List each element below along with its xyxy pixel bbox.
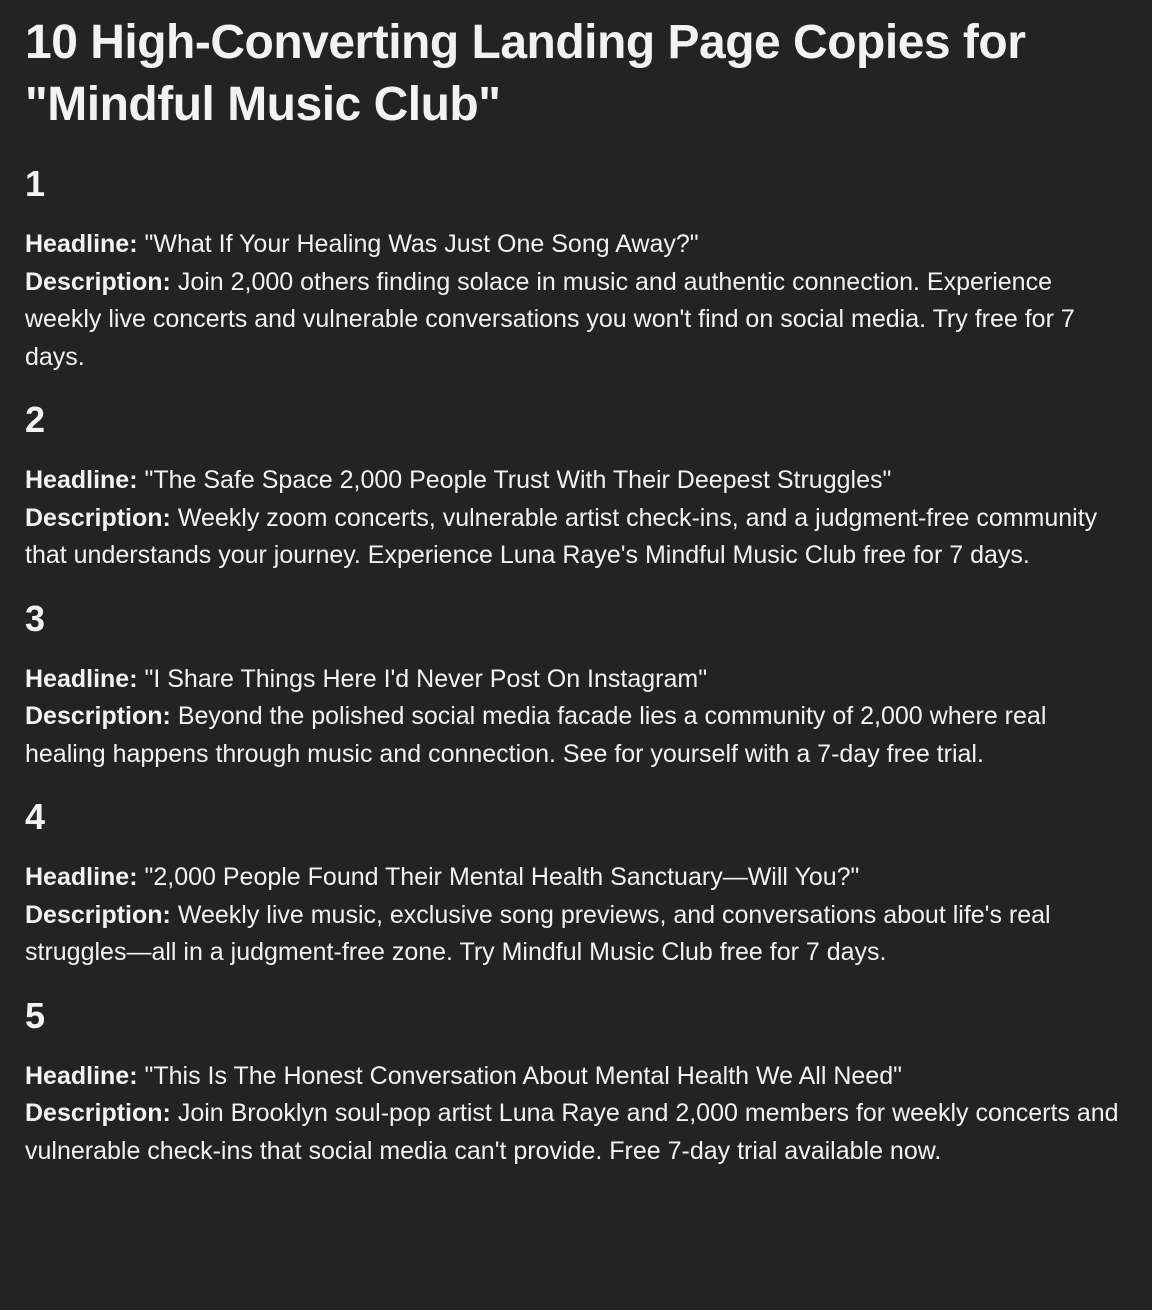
description-text: Join 2,000 others finding solace in music and authentic connection. Experience weekly live concerts and vulnerable conversations you won't find on social media. Try free for 7 days. xyxy=(25,267,1075,371)
copy-entry-5 xyxy=(25,994,1132,1171)
description-text: Weekly live music, exclusive song previews, and conversations about life's real struggles—all in a judgment-free zone. Try Mindful Music Club free for 7 days. xyxy=(25,900,1051,966)
description-line xyxy=(25,897,1132,972)
headline-line xyxy=(25,661,1132,699)
page-title: 10 High-Converting Landing Page Copies for "Mindful Music Club" xyxy=(25,16,1026,131)
entry-number: 2 xyxy=(25,399,46,440)
headline-text: "What If Your Healing Was Just One Song Away?" xyxy=(144,230,699,258)
headline-text: "2,000 People Found Their Mental Health Sanctuary—Will You?" xyxy=(144,863,860,891)
description-line xyxy=(25,500,1132,575)
entry-number: 5 xyxy=(25,994,46,1036)
headline-line xyxy=(25,1058,1132,1096)
description-line xyxy=(25,264,1132,377)
description-line xyxy=(25,698,1132,773)
description-label: Description: xyxy=(25,503,171,532)
description-label: Description: xyxy=(25,900,171,929)
copy-entry-4 xyxy=(25,795,1132,972)
headline-line xyxy=(25,859,1132,897)
headline-line xyxy=(25,226,1132,264)
entry-number: 4 xyxy=(25,796,46,837)
headline-text: "This Is The Honest Conversation About Mental Health We All Need" xyxy=(144,1061,902,1090)
copy-entry-1 xyxy=(25,162,1132,376)
description-label: Description: xyxy=(25,267,171,296)
headline-label: Headline: xyxy=(25,863,138,891)
entry-number: 3 xyxy=(25,597,46,639)
description-label: Description: xyxy=(25,702,171,730)
headline-label: Headline: xyxy=(25,664,138,693)
headline-label: Headline: xyxy=(25,466,138,494)
headline-label: Headline: xyxy=(25,230,138,258)
description-line xyxy=(25,1095,1132,1170)
copy-entry-3 xyxy=(25,597,1132,774)
headline-line xyxy=(25,462,1132,500)
copy-entry-2 xyxy=(25,398,1132,575)
description-text: Weekly zoom concerts, vulnerable artist check-ins, and a judgment-free community that understands your journey. Experience Luna Raye's Mindful Music Club free for 7 days. xyxy=(25,503,1098,569)
description-text: Beyond the polished social media facade lies a community of 2,000 where real healing happens through music and connection. See for yourself with a 7-day free trial. xyxy=(25,702,1047,768)
description-label: Description: xyxy=(25,1099,171,1127)
description-text: Join Brooklyn soul-pop artist Luna Raye and 2,000 members for weekly concerts and vulnerable check-ins that social media can't provide. Free 7-day trial available now. xyxy=(25,1099,1119,1165)
headline-text: "I Share Things Here I'd Never Post On Instagram" xyxy=(144,664,708,693)
headline-label: Headline: xyxy=(25,1061,138,1090)
headline-text: "The Safe Space 2,000 People Trust With Their Deepest Struggles" xyxy=(144,466,892,494)
entry-number: 1 xyxy=(25,163,46,204)
